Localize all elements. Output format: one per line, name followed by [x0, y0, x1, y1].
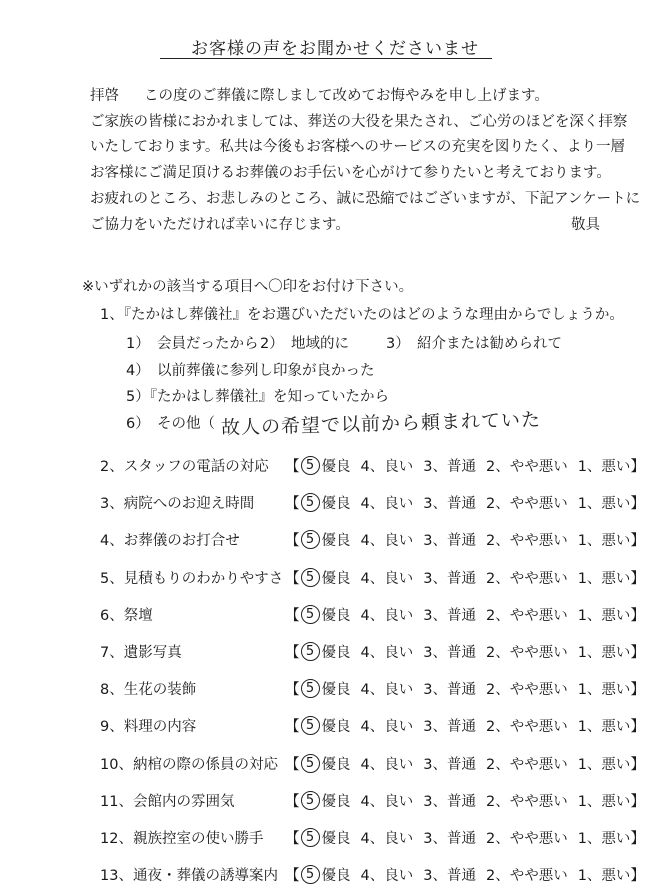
rating-1-option[interactable]: 1、悪い	[577, 645, 631, 662]
rating-1-option[interactable]: 1、悪い	[577, 496, 631, 513]
greeting-line	[90, 213, 620, 239]
greeting-lead: 拝啓	[90, 88, 119, 104]
greeting-paragraph	[90, 84, 641, 238]
rating-5-circled[interactable]: 5	[301, 605, 320, 624]
rating-question-label	[100, 678, 196, 699]
rating-4-option[interactable]: 4、良い	[360, 682, 414, 699]
rating-question-number: 3、	[100, 496, 124, 513]
rating-row	[0, 633, 670, 670]
rating-question-number: 11、	[100, 793, 133, 810]
rating-3-option[interactable]: 3、普通	[423, 533, 476, 550]
scale-open-bracket: 【	[285, 756, 300, 773]
scale-close-bracket: 】	[630, 756, 645, 773]
rating-scale	[285, 492, 645, 513]
rating-5-label[interactable]: 優良	[321, 459, 351, 476]
rating-5-label[interactable]: 優良	[321, 645, 351, 662]
rating-scale	[285, 827, 645, 848]
rating-2-option[interactable]: 2、やや悪い	[485, 830, 568, 847]
option-location[interactable]: 2） 地域的に	[260, 336, 349, 352]
rating-5-label[interactable]: 優良	[321, 533, 351, 550]
scale-close-bracket: 】	[630, 607, 645, 624]
scale-open-bracket: 【	[285, 459, 300, 476]
rating-5-label[interactable]: 優良	[321, 570, 351, 587]
rating-question-number: 13、	[100, 868, 133, 885]
rating-question-text: 納棺の際の係員の対応	[132, 756, 278, 773]
rating-5-circled[interactable]: 5	[301, 865, 320, 884]
rating-5-circled[interactable]: 5	[301, 716, 320, 735]
rating-2-option[interactable]: 2、やや悪い	[485, 533, 568, 550]
rating-5-circled[interactable]: 5	[301, 493, 320, 512]
rating-question-text: 見積もりのわかりやすさ	[123, 570, 284, 587]
rating-row	[0, 559, 670, 596]
rating-question-label	[100, 604, 153, 625]
rating-scale	[285, 790, 645, 811]
option-row	[126, 358, 562, 385]
scale-open-bracket: 【	[285, 793, 300, 810]
title-underline	[160, 58, 492, 59]
rating-2-option[interactable]: 2、やや悪い	[485, 756, 568, 773]
rating-5-circled[interactable]: 5	[301, 642, 320, 661]
rating-2-option[interactable]: 2、やや悪い	[485, 868, 568, 885]
rating-2-option[interactable]: 2、やや悪い	[485, 719, 568, 736]
rating-1-option[interactable]: 1、悪い	[577, 682, 631, 699]
scale-close-bracket: 】	[630, 570, 645, 587]
rating-question-text: 祭壇	[123, 607, 153, 624]
scale-close-bracket: 】	[630, 533, 645, 550]
scale-close-bracket: 】	[630, 830, 645, 847]
rating-5-circled[interactable]: 5	[301, 754, 320, 773]
scale-close-bracket: 】	[630, 496, 645, 513]
rating-5-label[interactable]: 優良	[321, 682, 351, 699]
rating-5-label[interactable]: 優良	[321, 756, 351, 773]
question-number: 1、	[100, 307, 124, 323]
rating-question-label	[100, 864, 278, 885]
rating-5-circled[interactable]: 5	[301, 828, 320, 847]
option-referral[interactable]: 3） 紹介または勧められて	[386, 336, 562, 352]
option-row	[126, 408, 562, 439]
scale-open-bracket: 【	[285, 496, 300, 513]
rating-scale	[285, 567, 645, 588]
rating-2-option[interactable]: 2、やや悪い	[485, 682, 568, 699]
rating-question-label	[100, 529, 240, 550]
rating-question-label	[100, 567, 283, 588]
option-member[interactable]: 1） 会員だったから	[126, 336, 259, 352]
rating-scale	[285, 455, 645, 476]
rating-row	[0, 745, 670, 782]
rating-2-option[interactable]: 2、やや悪い	[485, 459, 568, 476]
rating-4-option[interactable]: 4、良い	[360, 719, 414, 736]
rating-3-option[interactable]: 3、普通	[423, 645, 476, 662]
greeting-line: お客様にご満足頂けるお葬儀のお手伝いを心がけて参りたいと考えております。	[90, 165, 611, 182]
rating-scale	[285, 529, 645, 550]
scale-open-bracket: 【	[285, 570, 300, 587]
rating-2-option[interactable]: 2、やや悪い	[485, 570, 568, 587]
rating-row	[0, 819, 670, 856]
rating-scale	[285, 864, 645, 885]
option-row	[126, 331, 562, 358]
rating-4-option[interactable]: 4、良い	[360, 645, 414, 662]
rating-question-text: 親族控室の使い勝手	[132, 830, 264, 847]
rating-3-option[interactable]: 3、普通	[423, 459, 476, 476]
greeting-line	[90, 84, 620, 110]
scale-open-bracket: 【	[285, 868, 300, 885]
rating-5-label[interactable]: 優良	[321, 719, 351, 736]
rating-scale	[285, 604, 645, 625]
rating-5-circled[interactable]: 5	[301, 530, 320, 549]
rating-2-option[interactable]: 2、やや悪い	[485, 793, 568, 810]
rating-row	[0, 521, 670, 558]
rating-scale	[285, 678, 645, 699]
rating-question-text: 会館内の雰囲気	[132, 793, 235, 810]
rating-question-number: 9、	[100, 719, 124, 736]
rating-3-option[interactable]: 3、普通	[423, 756, 476, 773]
scale-close-bracket: 】	[630, 793, 645, 810]
rating-5-label[interactable]: 優良	[321, 830, 351, 847]
rating-2-option[interactable]: 2、やや悪い	[485, 496, 568, 513]
rating-question-number: 10、	[100, 756, 133, 773]
rating-4-option[interactable]: 4、良い	[360, 496, 414, 513]
rating-row	[0, 707, 670, 744]
rating-question-number: 12、	[100, 830, 133, 847]
question-text: 『たかはし葬儀社』をお選びいただいたのはどのような理由からでしょうか。	[123, 307, 624, 323]
scale-open-bracket: 【	[285, 719, 300, 736]
rating-3-option[interactable]: 3、普通	[423, 793, 476, 810]
rating-question-text: 生花の装飾	[123, 682, 197, 699]
rating-3-option[interactable]: 3、普通	[423, 868, 476, 885]
scale-open-bracket: 【	[285, 607, 300, 624]
rating-2-option[interactable]: 2、やや悪い	[485, 607, 568, 624]
rating-1-option[interactable]: 1、悪い	[577, 793, 631, 810]
rating-1-option[interactable]: 1、悪い	[577, 459, 631, 476]
rating-4-option[interactable]: 4、良い	[360, 533, 414, 550]
rating-3-option[interactable]: 3、普通	[423, 607, 476, 624]
rating-question-text: スタッフの電話の対応	[123, 459, 269, 476]
rating-question-label	[100, 790, 234, 811]
scale-open-bracket: 【	[285, 682, 300, 699]
rating-1-option[interactable]: 1、悪い	[577, 830, 631, 847]
rating-question-label	[100, 715, 196, 736]
rating-question-label	[100, 641, 182, 662]
rating-5-circled[interactable]: 5	[301, 791, 320, 810]
greeting-line: ご家族の皆様におかれましては、葬送の大役を果たされ、ご心労のほどを深く拝察	[90, 113, 628, 130]
rating-row	[0, 447, 670, 484]
greeting-closing: 敬具	[571, 216, 600, 233]
rating-5-label[interactable]: 優良	[321, 607, 351, 624]
rating-question-number: 2、	[100, 459, 124, 476]
rating-4-option[interactable]: 4、良い	[360, 570, 414, 587]
rating-row	[0, 856, 670, 893]
option-other-handwritten-answer[interactable]: 故人の希望で以前から頼まれていた	[220, 408, 542, 439]
rating-question-text: 通夜・葬儀の誘導案内	[132, 868, 278, 885]
rating-scale	[285, 753, 645, 774]
option-row	[126, 384, 562, 411]
rating-question-label	[100, 827, 263, 848]
rating-5-circled[interactable]: 5	[301, 456, 320, 475]
rating-row	[0, 670, 670, 707]
page-title: お客様の声をお聞かせくださいませ	[191, 39, 479, 59]
rating-1-option[interactable]: 1、悪い	[577, 719, 631, 736]
rating-3-option[interactable]: 3、普通	[423, 830, 476, 847]
option-other[interactable]: 6） その他（	[126, 415, 215, 432]
rating-4-option[interactable]: 4、良い	[360, 607, 414, 624]
rating-question-label	[100, 455, 269, 476]
rating-question-text: 遺影写真	[123, 645, 182, 662]
option-previous-attendance[interactable]: 4） 以前葬儀に参列し印象が良かった	[126, 362, 375, 379]
rating-1-option[interactable]: 1、悪い	[577, 570, 631, 587]
scale-open-bracket: 【	[285, 645, 300, 662]
rating-4-option[interactable]: 4、良い	[360, 793, 414, 810]
rating-row	[0, 484, 670, 521]
greeting-line: いたしております。私共は今後もお客様へのサービスの充実を図りたく、より一層	[90, 139, 626, 156]
rating-question-number: 8、	[100, 682, 124, 699]
instruction-text: ※いずれかの該当する項目へ〇印をお付け下さい。	[82, 279, 414, 295]
rating-4-option[interactable]: 4、良い	[360, 868, 414, 885]
rating-5-label[interactable]: 優良	[321, 793, 351, 810]
rating-question-label	[100, 492, 254, 513]
scale-open-bracket: 【	[285, 830, 300, 847]
rating-4-option[interactable]: 4、良い	[360, 459, 414, 476]
scale-close-bracket: 】	[630, 459, 645, 476]
rating-scale	[285, 641, 645, 662]
rating-3-option[interactable]: 3、普通	[423, 682, 476, 699]
rating-question-number: 4、	[100, 533, 124, 550]
rating-4-option[interactable]: 4、良い	[360, 756, 414, 773]
rating-3-option[interactable]: 3、普通	[423, 719, 476, 736]
rating-1-option[interactable]: 1、悪い	[577, 868, 631, 885]
rating-5-label[interactable]: 優良	[321, 868, 351, 885]
scale-close-bracket: 】	[630, 868, 645, 885]
option-known-company[interactable]: 5）『たかはし葬儀社』を知っていたから	[126, 389, 389, 405]
rating-question-number: 7、	[100, 645, 124, 662]
rating-5-circled[interactable]: 5	[301, 568, 320, 587]
rating-5-label[interactable]: 優良	[321, 496, 351, 513]
greeting-text: この度のご葬儀に際しまして改めてお悔やみを申し上げます。	[144, 88, 549, 104]
question-1-options	[126, 331, 562, 437]
rating-questions	[0, 447, 670, 893]
rating-4-option[interactable]: 4、良い	[360, 830, 414, 847]
scale-close-bracket: 】	[630, 645, 645, 662]
rating-1-option[interactable]: 1、悪い	[577, 533, 631, 550]
rating-question-number: 5、	[100, 570, 124, 587]
greeting-line: お疲れのところ、お悲しみのところ、誠に恐縮ではございますが、下記アンケートに	[90, 190, 641, 207]
rating-scale	[285, 715, 645, 736]
rating-1-option[interactable]: 1、悪い	[577, 607, 631, 624]
rating-3-option[interactable]: 3、普通	[423, 570, 476, 587]
rating-question-text: 料理の内容	[123, 719, 197, 736]
scale-close-bracket: 】	[630, 682, 645, 699]
greeting-text: ご協力をいただければ幸いに存じます。	[90, 216, 350, 233]
rating-question-text: お葬儀のお打合せ	[123, 533, 240, 550]
scale-open-bracket: 【	[285, 533, 300, 550]
question-1	[100, 303, 624, 324]
rating-3-option[interactable]: 3、普通	[423, 496, 476, 513]
rating-question-label	[100, 753, 278, 774]
rating-question-number: 6、	[100, 607, 124, 624]
rating-row	[0, 596, 670, 633]
rating-5-circled[interactable]: 5	[301, 679, 320, 698]
rating-1-option[interactable]: 1、悪い	[577, 756, 631, 773]
rating-row	[0, 782, 670, 819]
rating-2-option[interactable]: 2、やや悪い	[485, 645, 568, 662]
scale-close-bracket: 】	[630, 719, 645, 736]
rating-question-text: 病院へのお迎え時間	[123, 496, 255, 513]
